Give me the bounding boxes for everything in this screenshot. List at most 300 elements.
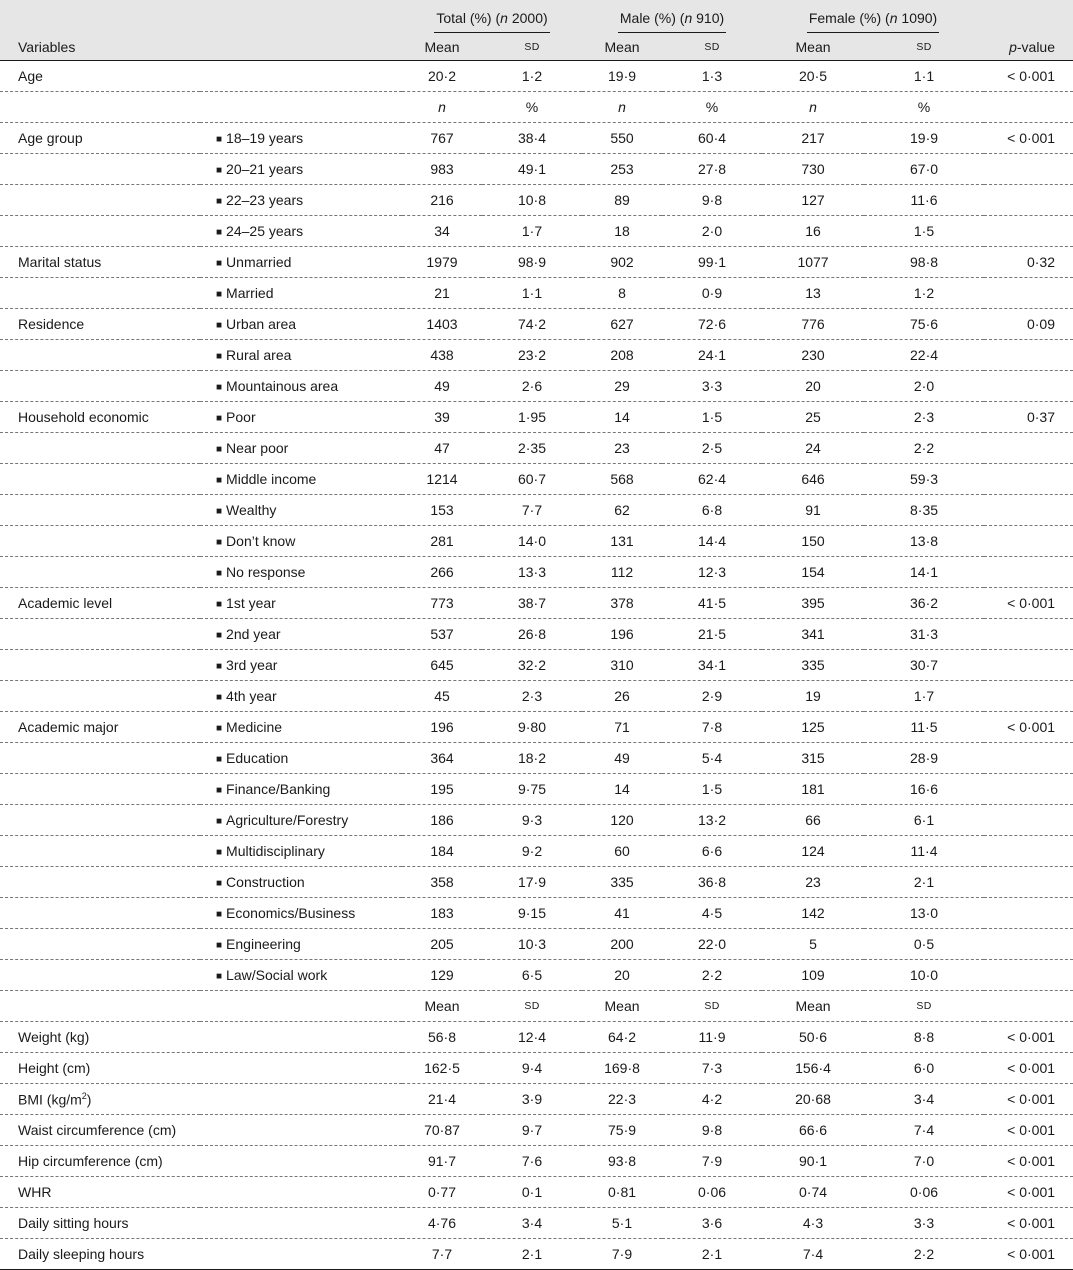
variable-name — [0, 743, 200, 774]
value-primary: 156·4 — [762, 1053, 864, 1084]
variable-name — [0, 929, 200, 960]
value-primary: 216 — [402, 185, 482, 216]
p-value: < 0·001 — [984, 1239, 1073, 1270]
table-row — [0, 1084, 1073, 1115]
variable-name — [0, 991, 200, 1022]
value-secondary: 34·1 — [662, 650, 762, 681]
p-value — [984, 743, 1073, 774]
value-primary: 184 — [402, 836, 482, 867]
table-row — [0, 154, 1073, 185]
category-label: ■ Urban area — [200, 309, 402, 340]
table-row — [0, 898, 1073, 929]
value-primary: 29 — [582, 371, 662, 402]
square-bullet-icon: ■ — [216, 165, 223, 176]
value-secondary: 22·0 — [662, 929, 762, 960]
category-label — [200, 1084, 402, 1115]
value-secondary: 6·1 — [864, 805, 984, 836]
value-secondary: 7·9 — [662, 1146, 762, 1177]
p-value: 0·32 — [984, 247, 1073, 278]
value-primary: 45 — [402, 681, 482, 712]
value-secondary: SD — [662, 991, 762, 1022]
value-secondary: 6·0 — [864, 1053, 984, 1084]
value-primary: 49 — [582, 743, 662, 774]
category-label — [200, 991, 402, 1022]
value-secondary: 0·5 — [864, 929, 984, 960]
value-secondary: 1·1 — [864, 61, 984, 92]
value-primary: 627 — [582, 309, 662, 340]
value-primary: 71 — [582, 712, 662, 743]
value-secondary: 0·06 — [662, 1177, 762, 1208]
value-primary: 39 — [402, 402, 482, 433]
value-primary: 195 — [402, 774, 482, 805]
value-primary: 208 — [582, 340, 662, 371]
variable-name: Household economic — [0, 402, 200, 433]
category-label: ■ Agriculture/Forestry — [200, 805, 402, 836]
value-secondary: 12·4 — [482, 1022, 582, 1053]
value-primary: 181 — [762, 774, 864, 805]
value-secondary: 4·2 — [662, 1084, 762, 1115]
value-primary: 310 — [582, 650, 662, 681]
value-secondary: 38·4 — [482, 123, 582, 154]
square-bullet-icon: ■ — [216, 351, 223, 362]
p-value: < 0·001 — [984, 1208, 1073, 1239]
square-bullet-icon: ■ — [216, 568, 223, 579]
value-secondary: 11·9 — [662, 1022, 762, 1053]
value-primary: n — [402, 92, 482, 123]
value-primary: 41 — [582, 898, 662, 929]
value-secondary: 7·8 — [662, 712, 762, 743]
value-secondary: 60·7 — [482, 464, 582, 495]
table-row — [0, 247, 1073, 278]
category-label: ■ Education — [200, 743, 402, 774]
square-bullet-icon: ■ — [216, 599, 223, 610]
value-secondary: 1·5 — [662, 402, 762, 433]
variable-name — [0, 464, 200, 495]
value-secondary: 2·3 — [482, 681, 582, 712]
table-row — [0, 123, 1073, 154]
value-secondary: 9·4 — [482, 1053, 582, 1084]
table-row — [0, 371, 1073, 402]
category-label: ■ 20–21 years — [200, 154, 402, 185]
value-secondary: 2·1 — [662, 1239, 762, 1270]
variable-name: Academic level — [0, 588, 200, 619]
value-primary: 20 — [582, 960, 662, 991]
value-secondary: 1·5 — [662, 774, 762, 805]
value-secondary: 3·4 — [864, 1084, 984, 1115]
value-primary: 253 — [582, 154, 662, 185]
value-secondary: 10·3 — [482, 929, 582, 960]
value-primary: 14 — [582, 774, 662, 805]
value-secondary: 2·2 — [864, 1239, 984, 1270]
table-row — [0, 557, 1073, 588]
value-primary: 112 — [582, 557, 662, 588]
value-secondary: SD — [482, 991, 582, 1022]
value-primary: 5·1 — [582, 1208, 662, 1239]
value-secondary: 0·9 — [662, 278, 762, 309]
value-secondary: 8·8 — [864, 1022, 984, 1053]
variable-name — [0, 650, 200, 681]
p-value — [984, 774, 1073, 805]
variable-name: Daily sitting hours — [0, 1208, 200, 1239]
table-row — [0, 588, 1073, 619]
category-label: ■ Construction — [200, 867, 402, 898]
value-primary: 60 — [582, 836, 662, 867]
value-primary: 4·3 — [762, 1208, 864, 1239]
value-primary: 20·68 — [762, 1084, 864, 1115]
variable-name — [0, 557, 200, 588]
table-row — [0, 1177, 1073, 1208]
value-primary: 89 — [582, 185, 662, 216]
value-primary: 169·8 — [582, 1053, 662, 1084]
value-secondary: 1·2 — [864, 278, 984, 309]
category-label — [200, 1239, 402, 1270]
table-row — [0, 681, 1073, 712]
value-primary: 0·74 — [762, 1177, 864, 1208]
value-secondary: 7·4 — [864, 1115, 984, 1146]
value-secondary: 74·2 — [482, 309, 582, 340]
p-value — [984, 464, 1073, 495]
category-label: ■ Multidisciplinary — [200, 836, 402, 867]
p-value — [984, 371, 1073, 402]
variable-name: Academic major — [0, 712, 200, 743]
category-label — [200, 92, 402, 123]
table-row — [0, 278, 1073, 309]
value-secondary: 6·8 — [662, 495, 762, 526]
category-label: ■ Married — [200, 278, 402, 309]
variable-name — [0, 619, 200, 650]
p-value — [984, 929, 1073, 960]
square-bullet-icon: ■ — [216, 723, 223, 734]
value-secondary: 99·1 — [662, 247, 762, 278]
value-secondary: 67·0 — [864, 154, 984, 185]
value-primary: 183 — [402, 898, 482, 929]
value-secondary: 14·1 — [864, 557, 984, 588]
value-secondary: 2·9 — [662, 681, 762, 712]
square-bullet-icon: ■ — [216, 475, 223, 486]
value-primary: 773 — [402, 588, 482, 619]
value-primary: n — [582, 92, 662, 123]
sd-header: SD — [662, 33, 762, 61]
category-label: ■ Mountainous area — [200, 371, 402, 402]
value-secondary: 21·5 — [662, 619, 762, 650]
table-row — [0, 495, 1073, 526]
value-primary: 266 — [402, 557, 482, 588]
table-row — [0, 216, 1073, 247]
value-primary: 335 — [582, 867, 662, 898]
category-label: ■ Wealthy — [200, 495, 402, 526]
table-row — [0, 526, 1073, 557]
value-secondary: 2·35 — [482, 433, 582, 464]
category-label: ■ Near poor — [200, 433, 402, 464]
value-primary: 1077 — [762, 247, 864, 278]
category-label: ■ 1st year — [200, 588, 402, 619]
value-secondary: 9·8 — [662, 1115, 762, 1146]
table-row — [0, 991, 1073, 1022]
p-value — [984, 278, 1073, 309]
value-secondary: 3·3 — [662, 371, 762, 402]
value-primary: 150 — [762, 526, 864, 557]
value-secondary: 32·2 — [482, 650, 582, 681]
p-value: < 0·001 — [984, 1022, 1073, 1053]
value-secondary: 1·3 — [662, 61, 762, 92]
value-secondary: 1·7 — [482, 216, 582, 247]
category-label — [200, 1208, 402, 1239]
value-primary: 131 — [582, 526, 662, 557]
square-bullet-icon: ■ — [216, 289, 223, 300]
value-primary: 66·6 — [762, 1115, 864, 1146]
value-secondary: 38·7 — [482, 588, 582, 619]
value-primary: 24 — [762, 433, 864, 464]
p-value — [984, 526, 1073, 557]
table-row — [0, 619, 1073, 650]
table-row — [0, 92, 1073, 123]
p-value — [984, 619, 1073, 650]
category-label — [200, 1053, 402, 1084]
value-secondary: % — [662, 92, 762, 123]
value-secondary: 8·35 — [864, 495, 984, 526]
value-secondary: 36·2 — [864, 588, 984, 619]
value-secondary: 16·6 — [864, 774, 984, 805]
p-value: < 0·001 — [984, 1053, 1073, 1084]
variable-name — [0, 681, 200, 712]
value-secondary: 13·8 — [864, 526, 984, 557]
value-secondary: 23·2 — [482, 340, 582, 371]
square-bullet-icon: ■ — [216, 413, 223, 424]
p-value — [984, 557, 1073, 588]
square-bullet-icon: ■ — [216, 506, 223, 517]
value-secondary: 41·5 — [662, 588, 762, 619]
value-secondary: 7·3 — [662, 1053, 762, 1084]
table-row — [0, 464, 1073, 495]
value-primary: 200 — [582, 929, 662, 960]
p-value — [984, 960, 1073, 991]
p-value — [984, 92, 1073, 123]
table-row — [0, 1208, 1073, 1239]
value-secondary: 2·1 — [864, 867, 984, 898]
value-secondary: 98·9 — [482, 247, 582, 278]
p-value — [984, 898, 1073, 929]
variable-name: Marital status — [0, 247, 200, 278]
p-value — [984, 216, 1073, 247]
value-primary: 7·7 — [402, 1239, 482, 1270]
value-secondary: 98·8 — [864, 247, 984, 278]
variable-name: Hip circumference (cm) — [0, 1146, 200, 1177]
table-row — [0, 929, 1073, 960]
value-primary: 217 — [762, 123, 864, 154]
table-row — [0, 1053, 1073, 1084]
variable-name — [0, 526, 200, 557]
variable-name: WHR — [0, 1177, 200, 1208]
p-value — [984, 991, 1073, 1022]
value-secondary: 11·5 — [864, 712, 984, 743]
variable-name — [0, 805, 200, 836]
category-label: ■ 24–25 years — [200, 216, 402, 247]
value-secondary: 26·8 — [482, 619, 582, 650]
value-secondary: 13·2 — [662, 805, 762, 836]
value-primary: 129 — [402, 960, 482, 991]
mean-header: Mean — [762, 33, 864, 61]
mean-header: Mean — [402, 33, 482, 61]
value-primary: 0·81 — [582, 1177, 662, 1208]
value-primary: 1403 — [402, 309, 482, 340]
value-primary: 70·87 — [402, 1115, 482, 1146]
value-primary: 8 — [582, 278, 662, 309]
table-row — [0, 743, 1073, 774]
value-primary: 93·8 — [582, 1146, 662, 1177]
value-primary: 7·9 — [582, 1239, 662, 1270]
value-primary: 186 — [402, 805, 482, 836]
square-bullet-icon: ■ — [216, 537, 223, 548]
value-secondary: 0·06 — [864, 1177, 984, 1208]
variable-name — [0, 216, 200, 247]
value-primary: 0·77 — [402, 1177, 482, 1208]
category-label — [200, 1115, 402, 1146]
value-primary: 20·5 — [762, 61, 864, 92]
value-secondary: 1·5 — [864, 216, 984, 247]
p-value: < 0·001 — [984, 1084, 1073, 1115]
square-bullet-icon: ■ — [216, 785, 223, 796]
table-row — [0, 960, 1073, 991]
p-value: 0·09 — [984, 309, 1073, 340]
square-bullet-icon: ■ — [216, 196, 223, 207]
category-label: ■ Law/Social work — [200, 960, 402, 991]
value-primary: n — [762, 92, 864, 123]
table-row — [0, 805, 1073, 836]
p-value — [984, 433, 1073, 464]
value-primary: 646 — [762, 464, 864, 495]
value-primary: 66 — [762, 805, 864, 836]
value-primary: 23 — [582, 433, 662, 464]
square-bullet-icon: ■ — [216, 940, 223, 951]
p-value: < 0·001 — [984, 1177, 1073, 1208]
value-secondary: 12·3 — [662, 557, 762, 588]
value-secondary: 11·4 — [864, 836, 984, 867]
value-primary: 21 — [402, 278, 482, 309]
value-secondary: 14·4 — [662, 526, 762, 557]
table-row — [0, 1239, 1073, 1270]
value-primary: 47 — [402, 433, 482, 464]
value-secondary: 13·0 — [864, 898, 984, 929]
category-label: ■ Don’t know — [200, 526, 402, 557]
p-value — [984, 154, 1073, 185]
value-primary: 315 — [762, 743, 864, 774]
value-secondary: 22·4 — [864, 340, 984, 371]
square-bullet-icon: ■ — [216, 754, 223, 765]
value-secondary: 2·6 — [482, 371, 582, 402]
variable-name — [0, 185, 200, 216]
value-primary: 645 — [402, 650, 482, 681]
variable-name: Age — [0, 61, 200, 92]
value-primary: 153 — [402, 495, 482, 526]
value-secondary: SD — [864, 991, 984, 1022]
square-bullet-icon: ■ — [216, 847, 223, 858]
value-primary: 62 — [582, 495, 662, 526]
variable-name: Daily sleeping hours — [0, 1239, 200, 1270]
value-secondary: 2·2 — [864, 433, 984, 464]
value-primary: 537 — [402, 619, 482, 650]
value-primary: 90·1 — [762, 1146, 864, 1177]
value-primary: 730 — [762, 154, 864, 185]
value-secondary: 2·2 — [662, 960, 762, 991]
value-primary: Mean — [762, 991, 864, 1022]
variable-name — [0, 960, 200, 991]
p-value: < 0·001 — [984, 61, 1073, 92]
value-secondary: 1·2 — [482, 61, 582, 92]
male-group-header: Male (%) (n 910) — [618, 10, 726, 33]
value-secondary: 3·9 — [482, 1084, 582, 1115]
p-value — [984, 185, 1073, 216]
value-primary: 75·9 — [582, 1115, 662, 1146]
value-secondary: 24·1 — [662, 340, 762, 371]
square-bullet-icon: ■ — [216, 661, 223, 672]
value-secondary: 19·9 — [864, 123, 984, 154]
value-secondary: 10·0 — [864, 960, 984, 991]
category-label: ■ 22–23 years — [200, 185, 402, 216]
category-label: ■ 3rd year — [200, 650, 402, 681]
value-secondary: 11·6 — [864, 185, 984, 216]
variable-name: Waist circumference (cm) — [0, 1115, 200, 1146]
p-value: < 0·001 — [984, 588, 1073, 619]
table-row — [0, 1115, 1073, 1146]
square-bullet-icon: ■ — [216, 382, 223, 393]
value-secondary: 28·9 — [864, 743, 984, 774]
p-value: < 0·001 — [984, 712, 1073, 743]
value-secondary: 6·5 — [482, 960, 582, 991]
table-row — [0, 774, 1073, 805]
value-secondary: 75·6 — [864, 309, 984, 340]
p-value: < 0·001 — [984, 1115, 1073, 1146]
p-value — [984, 650, 1073, 681]
variable-name: Height (cm) — [0, 1053, 200, 1084]
value-primary: 34 — [402, 216, 482, 247]
p-value — [984, 805, 1073, 836]
value-secondary: 3·6 — [662, 1208, 762, 1239]
category-label: ■ Poor — [200, 402, 402, 433]
category-label: ■ Medicine — [200, 712, 402, 743]
table-row — [0, 185, 1073, 216]
category-label: ■ Economics/Business — [200, 898, 402, 929]
value-secondary: 9·8 — [662, 185, 762, 216]
value-primary: 125 — [762, 712, 864, 743]
value-primary: 19 — [762, 681, 864, 712]
value-primary: 13 — [762, 278, 864, 309]
square-bullet-icon: ■ — [216, 134, 223, 145]
value-secondary: 9·2 — [482, 836, 582, 867]
value-secondary: 6·6 — [662, 836, 762, 867]
category-label: ■ 4th year — [200, 681, 402, 712]
table-body — [0, 61, 1073, 1270]
category-label — [200, 61, 402, 92]
sd-header: SD — [482, 33, 582, 61]
female-group-header: Female (%) (n 1090) — [807, 10, 939, 33]
variable-name — [0, 774, 200, 805]
square-bullet-icon: ■ — [216, 258, 223, 269]
value-primary: 983 — [402, 154, 482, 185]
square-bullet-icon: ■ — [216, 816, 223, 827]
value-secondary: 60·4 — [662, 123, 762, 154]
value-primary: 127 — [762, 185, 864, 216]
value-secondary: 2·3 — [864, 402, 984, 433]
value-secondary: 14·0 — [482, 526, 582, 557]
value-primary: 1214 — [402, 464, 482, 495]
value-secondary: 7·6 — [482, 1146, 582, 1177]
variable-name: Age group — [0, 123, 200, 154]
category-label: ■ 2nd year — [200, 619, 402, 650]
value-primary: 902 — [582, 247, 662, 278]
category-label — [200, 1022, 402, 1053]
value-primary: Mean — [402, 991, 482, 1022]
value-secondary: 31·3 — [864, 619, 984, 650]
